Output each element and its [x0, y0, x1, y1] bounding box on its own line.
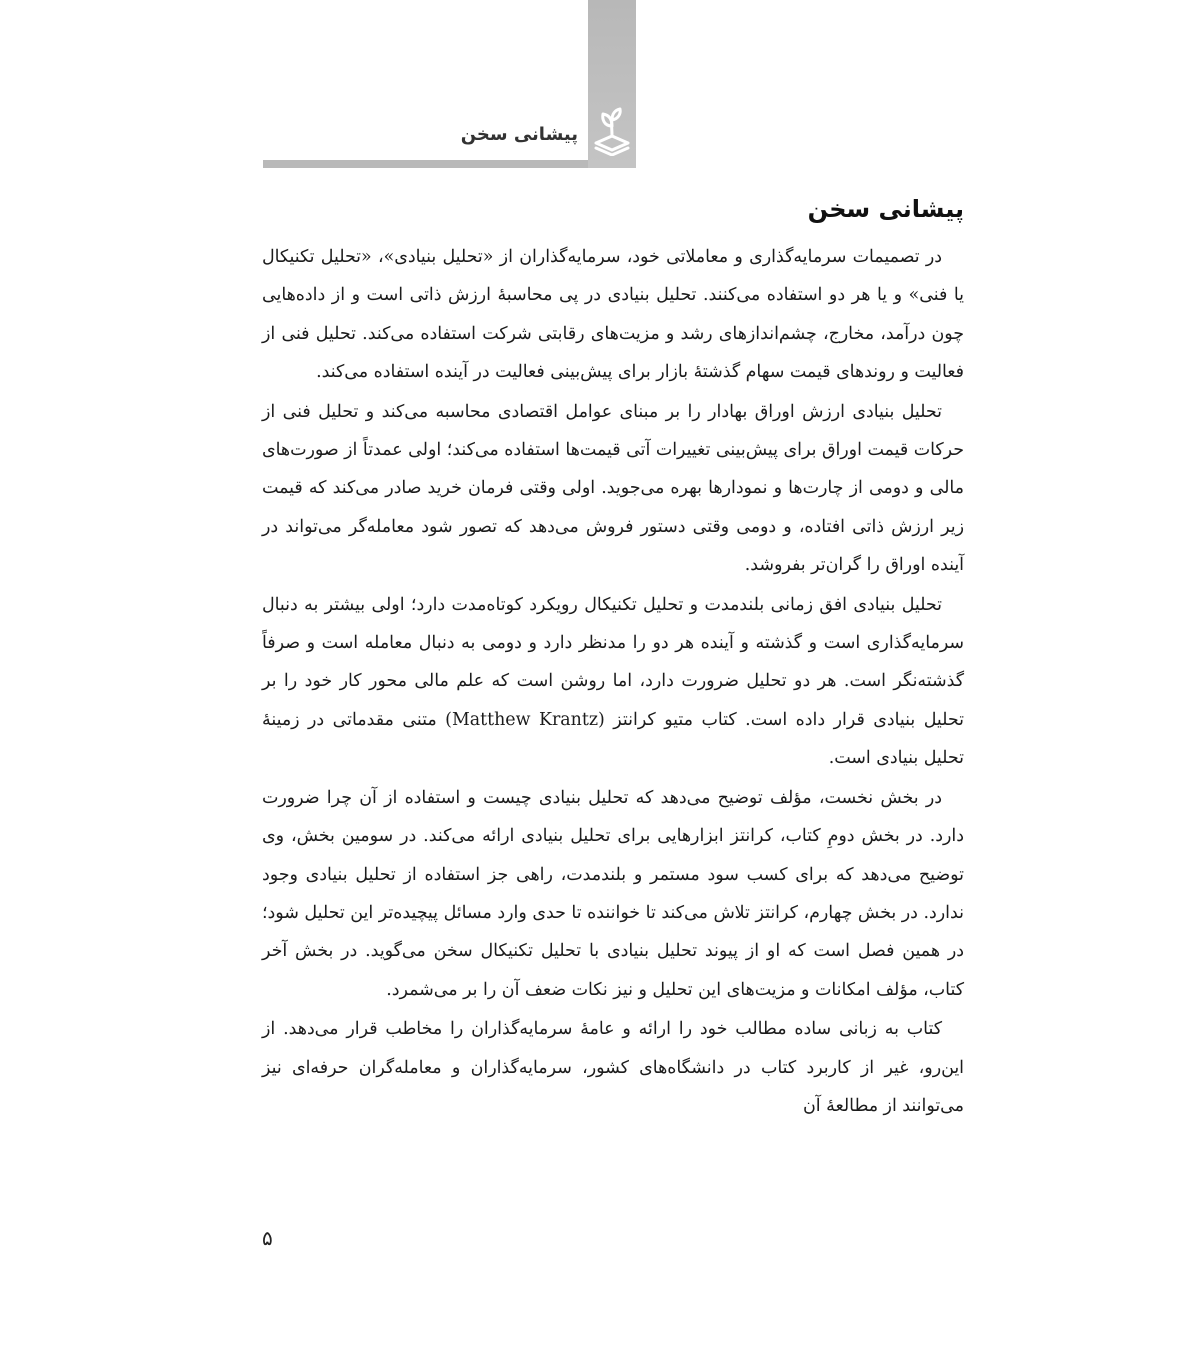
paragraph: در تصمیمات سرمایه‌گذاری و معاملاتی خود، سرمایه‌گذاران از «تحلیل بنیادی»، «تحلیل تکنیکال یا فنی» و یا هر دو استفاده می‌کنند. تحلیل بنیادی در پی محاسبهٔ ارزش ذاتی است و از داده‌هایی چون درآمد، مخارج، چشم‌اندازهای رشد و مزیت‌های رقابتی شرکت استفاده می‌کند. تحلیل فنی از فعالیت و روندهای قیمت سهام گذشتهٔ بازار برای پیش‌بینی فعالیت در آینده استفاده می‌کند.: [262, 247, 964, 383]
section-heading: پیشانی سخن: [807, 195, 964, 223]
header-rule: [263, 160, 595, 168]
paragraph: کتاب به زبانی ساده مطالب خود را ارائه و عامهٔ سرمایه‌گذاران را مخاطب قرار می‌دهد. از این‌رو، غیر از کاربرد کتاب در دانشگاه‌های کشور، سرمایه‌گذاران و معامله‌گران حرفه‌ای نیز می‌توانند از مطالعهٔ آن: [262, 1019, 964, 1116]
paragraph: تحلیل بنیادی افق زمانی بلندمدت و تحلیل تکنیکال رویکرد کوتاه‌مدت دارد؛ اولی بیشتر به دنبال سرمایه‌گذاری است و گذشته و آینده هر دو را مدنظر دارد و دومی به دنبال معامله است و صرفاً گذشته‌نگر است. هر دو تحلیل ضرورت دارد، اما روشن است که علم مالی محور کار خود را بر تحلیل بنیادی قرار داده است. کتاب متیو کرانتز (Matthew Krantz) متنی مقدماتی در زمینهٔ تحلیل بنیادی است.: [262, 594, 964, 769]
paragraph: در بخش نخست، مؤلف توضیح می‌دهد که تحلیل بنیادی چیست و استفاده از آن چرا ضرورت دارد. در بخش دومِ کتاب، کرانتز ابزارهایی برای تحلیل بنیادی ارائه می‌کند. در سومین بخش، وی توضیح می‌دهد که برای کسب سود مستمر و بلندمدت، راهی جز استفاده از تحلیل بنیادی وجود ندارد. در بخش چهارم، کرانتز تلاش می‌کند تا خواننده تا حدی وارد مسائل پیچیده‌تر این تحلیل شود؛ در همین فصل است که او از پیوند تحلیل بنیادی با تحلیل تکنیکال سخن می‌گوید. در بخش آخر کتاب، مؤلف امکانات و مزیت‌های این تحلیل و نیز نکات ضعف آن را بر می‌شمرد.: [262, 787, 964, 1000]
body-text: [262, 238, 964, 1126]
paragraph: تحلیل بنیادی ارزش اوراق بهادار را بر مبنای عوامل اقتصادی محاسبه می‌کند و تحلیل فنی از حرکات قیمت اوراق برای پیش‌بینی تغییرات آتی قیمت‌ها استفاده می‌کند؛ اولی عمدتاً از صورت‌های مالی و دومی از چارت‌ها و نمودارها بهره می‌جوید. اولی وقتی فرمان خرید صادر می‌کند که قیمت زیر ارزش ذاتی افتاده، و دومی وقتی دستور فروش می‌دهد که تصور شود معامله‌گر می‌تواند در آینده اوراق را گران‌تر بفروشد.: [262, 401, 964, 576]
page-number: ۵: [262, 1226, 273, 1250]
running-header-title: پیشانی سخن: [460, 124, 578, 145]
book-plant-icon: [592, 106, 632, 156]
